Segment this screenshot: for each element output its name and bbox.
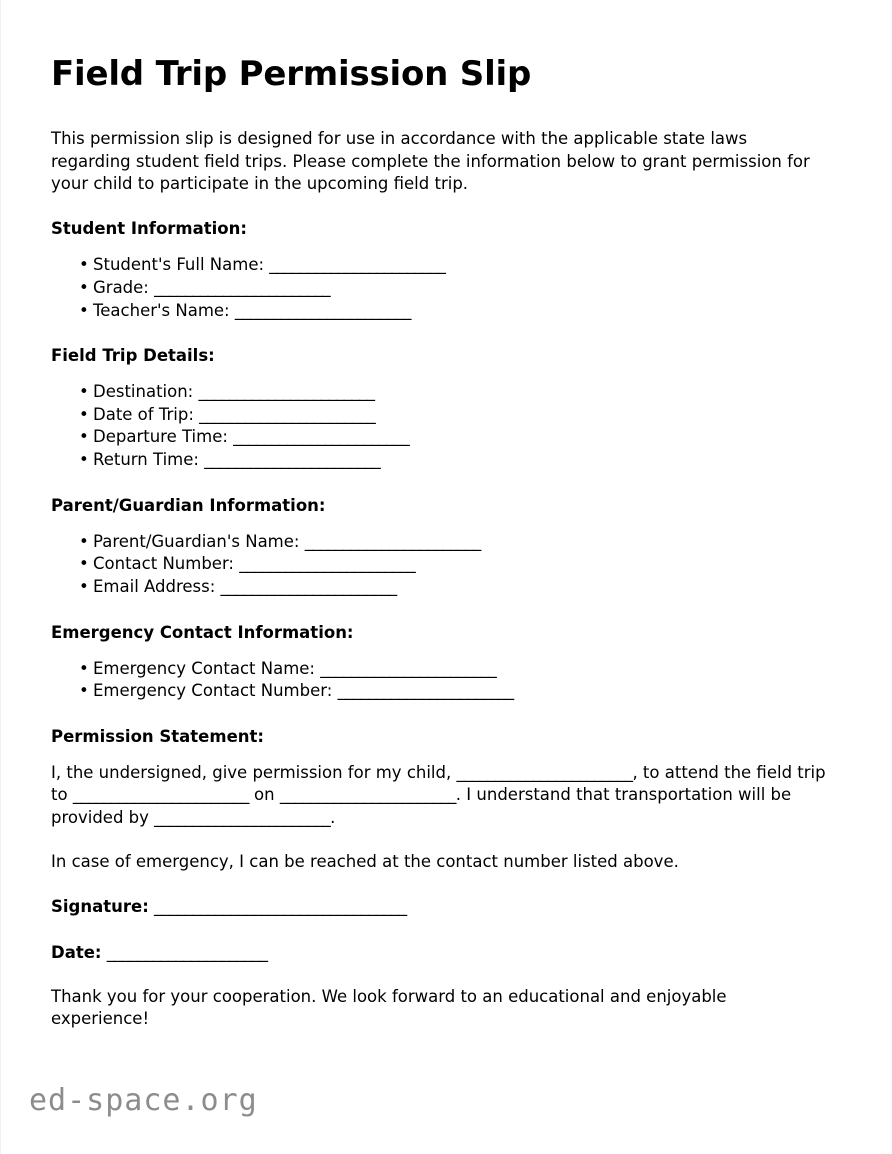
field-label: Parent/Guardian's Name: bbox=[93, 531, 300, 551]
field-label: Emergency Contact Number: bbox=[93, 681, 333, 701]
statement-blank-destination[interactable]: _______________________ bbox=[72, 785, 249, 805]
statement-blank-transportation[interactable]: _______________________ bbox=[154, 807, 331, 827]
list-item bbox=[51, 300, 841, 323]
field-label: Departure Time: bbox=[93, 427, 228, 447]
field-label: Grade: bbox=[93, 277, 149, 297]
emergency-note: In case of emergency, I can be reached at the contact number listed above. bbox=[51, 852, 679, 872]
field-label: Destination: bbox=[93, 381, 194, 401]
field-list-parent bbox=[51, 531, 841, 599]
field-list-trip bbox=[51, 381, 841, 472]
list-item bbox=[51, 254, 841, 277]
field-blank[interactable]: _______________________ bbox=[234, 300, 411, 320]
statement-part: . I understand that transportation will be provided by bbox=[51, 785, 792, 827]
field-blank[interactable]: _______________________ bbox=[199, 404, 376, 424]
statement-part: I, the undersigned, give permission for my child, bbox=[51, 762, 452, 782]
field-blank[interactable]: _______________________ bbox=[304, 531, 481, 551]
list-item bbox=[51, 277, 841, 300]
field-blank[interactable]: _______________________ bbox=[337, 681, 514, 701]
date-blank[interactable]: _____________________ bbox=[106, 942, 268, 962]
signature-blank[interactable]: _________________________________ bbox=[154, 897, 407, 917]
field-blank[interactable]: _______________________ bbox=[269, 255, 446, 275]
list-item bbox=[51, 404, 841, 427]
field-label: Contact Number: bbox=[93, 554, 234, 574]
section-heading-emergency: Emergency Contact Information: bbox=[51, 622, 354, 642]
permission-statement bbox=[51, 762, 826, 829]
statement-blank-date[interactable]: _______________________ bbox=[279, 785, 456, 805]
field-blank[interactable]: _______________________ bbox=[154, 277, 331, 297]
field-list-emergency bbox=[51, 658, 841, 704]
list-item bbox=[51, 449, 841, 472]
date-line bbox=[51, 941, 841, 964]
statement-part: , to attend the field trip to bbox=[51, 762, 826, 805]
signature-label: Signature: bbox=[51, 897, 149, 917]
section-heading-student: Student Information: bbox=[51, 219, 247, 239]
list-item bbox=[51, 576, 841, 599]
field-label: Student's Full Name: bbox=[93, 255, 265, 275]
intro-paragraph: This permission slip is designed for use in accordance with the applicable state laws regarding student field trips. Please complete the information below to grant permission for your child to participate in the upcoming field trip. bbox=[51, 129, 810, 193]
site-watermark: ed-space.org bbox=[29, 1083, 258, 1118]
list-item bbox=[51, 680, 841, 703]
field-label: Teacher's Name: bbox=[93, 300, 230, 320]
field-blank[interactable]: _______________________ bbox=[198, 381, 375, 401]
list-item bbox=[51, 531, 841, 554]
statement-blank-child-name[interactable]: _______________________ bbox=[456, 762, 633, 782]
field-label: Date of Trip: bbox=[93, 404, 194, 424]
document-content bbox=[51, 55, 841, 1031]
field-blank[interactable]: _______________________ bbox=[204, 450, 381, 470]
list-item bbox=[51, 381, 841, 404]
field-blank[interactable]: _______________________ bbox=[239, 554, 416, 574]
closing-paragraph: Thank you for your cooperation. We look forward to an educational and enjoyable experience! bbox=[51, 986, 727, 1029]
field-blank[interactable]: _______________________ bbox=[320, 658, 497, 678]
list-item bbox=[51, 426, 841, 449]
list-item bbox=[51, 658, 841, 681]
page-title: Field Trip Permission Slip bbox=[51, 54, 532, 94]
section-heading-trip: Field Trip Details: bbox=[51, 346, 215, 366]
date-label: Date: bbox=[51, 942, 102, 962]
statement-part: . bbox=[330, 807, 336, 827]
field-label: Emergency Contact Name: bbox=[93, 658, 315, 678]
field-label: Email Address: bbox=[93, 577, 216, 597]
section-heading-parent: Parent/Guardian Information: bbox=[51, 496, 326, 516]
field-blank[interactable]: _______________________ bbox=[220, 577, 397, 597]
signature-line bbox=[51, 895, 841, 918]
field-blank[interactable]: _______________________ bbox=[233, 427, 410, 447]
statement-part: on bbox=[254, 785, 275, 805]
field-list-student bbox=[51, 254, 841, 322]
section-heading-permission: Permission Statement: bbox=[51, 727, 264, 747]
field-label: Return Time: bbox=[93, 450, 199, 470]
list-item bbox=[51, 553, 841, 576]
